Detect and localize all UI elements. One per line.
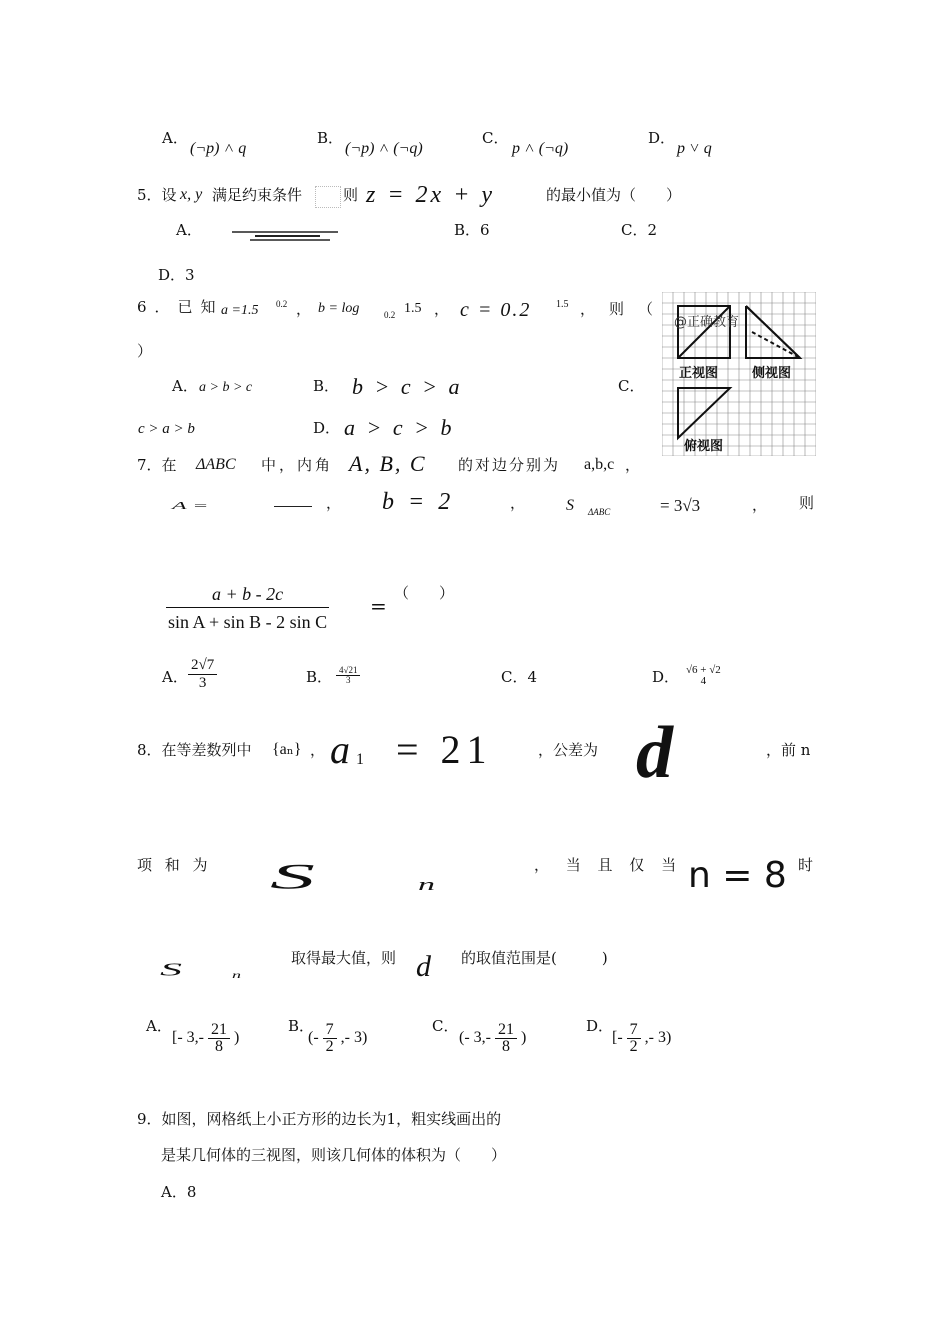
q7-option-d-num: √6 + √2 [686,664,721,676]
q8-option-c-label: C． [432,1017,459,1035]
q8-Sn-2-sub: n [232,970,241,980]
q7-S-sub: ΔABC [588,507,611,517]
q8-line3-mid: 取得最大值，则 [291,949,397,967]
q5-option-a-image [230,224,340,244]
q8-option-c-left: (- 3,- [459,1029,491,1047]
q7-comma: ， [625,456,641,474]
q7-option-a [188,657,217,692]
q8-option-a-left: [- 3,- [172,1029,204,1047]
top-view-label: 俯视图 [684,439,724,454]
q8-line3-post: 的取值范围是( ) [461,949,608,967]
q7-option-a-label: A． [162,668,188,686]
q7-then: 则 [799,494,815,512]
q9-line1: 9．如图，网格纸上小正方形的边长为1，粗实线画出的 [137,1110,502,1128]
q7-ratio-denominator: sin A + sin B - 2 sin C [168,612,328,632]
q7-comma-4: ， [752,496,768,514]
q6-option-c: c > a > b [138,421,195,437]
constraint-system-image [315,186,341,208]
q5-vars: x, y [180,186,203,203]
q6-option-a: a > b > c [199,380,253,395]
q7-sides: a,b,c [584,456,615,473]
q8-d-symbol-2: d [416,950,431,983]
q7-ratio-numerator: a + b - 2c [166,582,329,608]
q9-line2: 是某几何体的三视图，则该几何体的体积为（ ） [161,1146,507,1164]
q8-line2-b: ， 当 且 仅 当 [534,856,683,874]
q4-option-b: (¬p) ˄ (¬q) [345,140,423,157]
q8-option-a-den: 8 [214,1038,223,1055]
q8-line2-a: 项 和 为 [137,856,212,874]
q7-comma-3: ， [510,494,526,512]
q6-a-exponent: 0.2 [276,299,288,309]
q6-comma-1: ， [296,300,312,318]
q8-post: ，前 n [766,741,811,759]
q5-option-d: D．3 [158,266,195,284]
q8-Sn-2: S [160,960,182,980]
q8-option-d-right: ,- 3) [644,1029,672,1047]
q7-prefix: 7．在 [137,456,177,474]
q7-option-d-den: 4 [700,675,707,687]
q8-a1: a [330,727,350,772]
q6-then: ，则（ [580,300,668,318]
q7-A-eq: A = [172,500,209,512]
q8-option-d-num: 7 [627,1022,641,1039]
q5-option-a-label: A． [176,221,202,239]
q8-a1-sub: 1 [356,751,364,768]
q6-option-a-label: A． [172,377,198,395]
q6-b-base: 0.2 [384,310,396,320]
q7-post: 的对边分别为 [458,456,561,474]
q8-option-a-num: 21 [208,1022,230,1039]
q7-angles: A, B, C [349,451,427,476]
q5-option-c: C．2 [621,221,658,239]
q8-option-a-right: ) [233,1029,240,1047]
q7-option-a-den: 3 [198,675,207,691]
q4-option-a-label: A． [162,129,188,147]
q6-option-c-label: C． [618,377,645,395]
q8-option-b [308,1022,367,1055]
q7-equals: = [370,594,387,618]
q5-condition-text: 满足约束条件 [212,186,303,204]
q4-option-a: (¬p) ˄ q [190,140,247,157]
q7-option-b-den: 3 [345,675,351,685]
q8-option-b-num: 7 [323,1022,337,1039]
q7-option-d-label: D． [652,668,680,686]
q4-option-b-label: B． [317,129,344,147]
q7-option-d [683,665,724,687]
q7-triangle: ΔABC [196,456,236,473]
q6-b-expr: b = log [318,301,360,316]
q6-prefix: 6．已知 [137,298,224,316]
q8-n-equals-8: n = 8 [688,855,787,896]
q6-comma-2: ， [434,300,450,318]
three-view-figure [662,292,816,456]
q8-Sn-sub: n [418,875,435,894]
q8-a1-value: = 21 [396,727,493,772]
q8-option-a-label: A． [146,1017,172,1035]
q6-a-expr: a =1.5 [221,303,259,318]
q6-close: ） [137,342,153,360]
q6-option-b-label: B． [313,377,340,395]
q8-option-d-left: [- [612,1029,623,1047]
q8-option-d-den: 2 [629,1038,638,1055]
q8-option-d [612,1022,671,1055]
q7-comma-2: ， [326,494,342,512]
q8-option-c-right: ) [520,1029,527,1047]
q7-answer-paren: （ ） [394,584,455,602]
q6-option-d: a > c > b [344,415,455,440]
q5-option-b: B．6 [454,221,490,239]
q7-option-b-label: B． [306,668,333,686]
q7-option-a-num: 2√7 [188,657,217,675]
q8-option-c-den: 8 [501,1038,510,1055]
q4-option-c: p ˄ (¬q) [512,140,569,157]
q7-option-b-num: 4√21 [336,666,360,676]
q8-option-b-label: B． [288,1017,315,1035]
figure-watermark: @正确教育 [674,315,740,330]
q4-option-d: p ˅ q [677,140,712,157]
q7-option-b [336,666,360,685]
q8-shi: 时 [798,856,814,874]
q7-b-eq: b = 2 [382,489,455,515]
q7-mid: 中，内角 [261,456,334,474]
q5-then: 则 [343,186,359,204]
q8-option-b-den: 2 [325,1038,334,1055]
q6-option-d-label: D． [313,419,341,437]
q8-sequence: {aₙ} [272,741,302,758]
q6-b-arg: 1.5 [404,301,422,316]
q6-option-b: b > c > a [352,374,463,399]
q8-prefix: 8．在等差数列中 [137,741,252,759]
q9-option-a: A．8 [161,1183,197,1201]
q8-option-b-left: (- [308,1029,319,1047]
q8-option-c-num: 21 [495,1022,517,1039]
q8-d-symbol: d [636,712,673,794]
q6-c-exponent: 1.5 [556,299,569,310]
q5-prefix: 5．设 [137,186,177,204]
q7-S-value: = 3√3 [660,496,701,515]
q7-ratio-fraction [166,582,329,637]
q5-question: 的最小值为（ ） [546,186,682,204]
q8-option-c [459,1022,526,1055]
q7-A-value-image [274,500,312,507]
q8-mid: ，公差为 [538,741,599,759]
q6-c-expr: c = 0.2 [460,299,532,321]
q8-option-d-label: D． [586,1017,614,1035]
q8-option-a [172,1022,239,1055]
q8-option-b-right: ,- 3) [340,1029,368,1047]
q7-option-c: C．4 [501,668,538,686]
q8-Sn: S [270,857,315,897]
q7-S: S [566,497,574,514]
q8-comma: ， [310,741,326,759]
front-view-label: 正视图 [679,366,719,381]
q4-option-c-label: C． [482,129,509,147]
side-view-label: 侧视图 [752,366,792,381]
q5-objective: z = 2x + y [366,182,496,208]
q4-option-d-label: D． [648,129,676,147]
